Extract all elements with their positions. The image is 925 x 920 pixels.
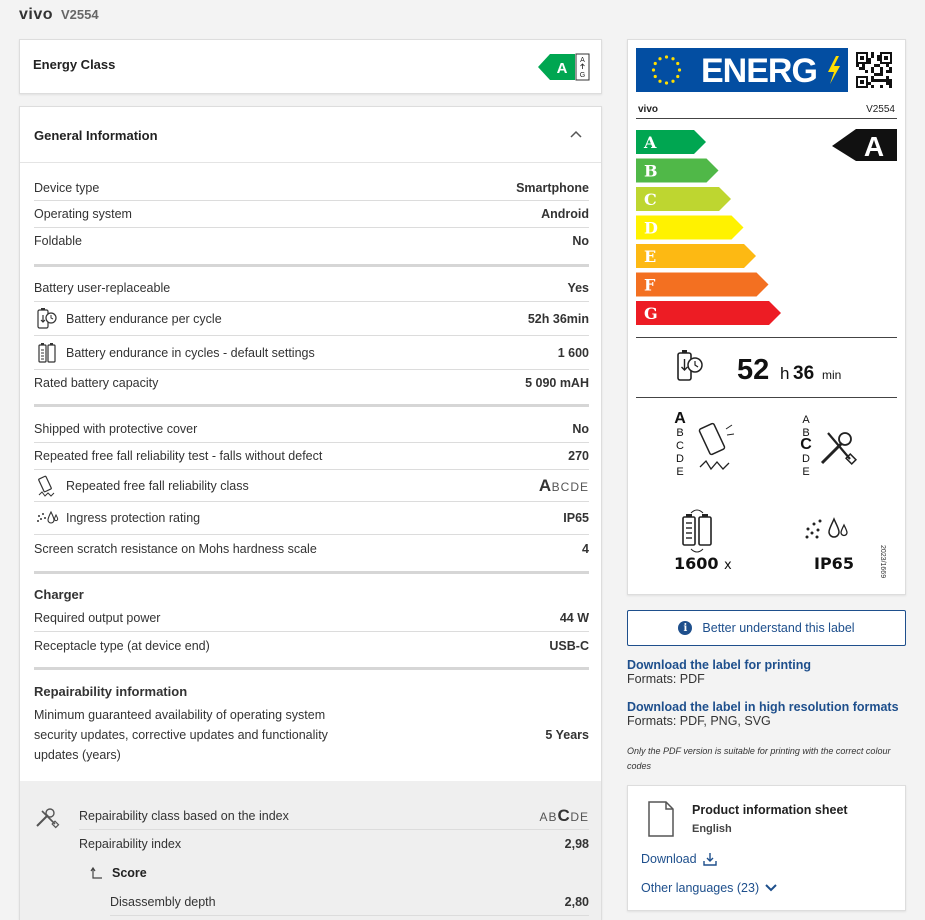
spec-value: 5 Years: [545, 728, 589, 742]
spec-label: Foldable: [34, 234, 82, 248]
spec-row: [34, 415, 589, 443]
fall-class-value: ABCDE: [538, 475, 589, 495]
energy-class-badge: [538, 53, 590, 81]
energy-class-letter: A: [644, 133, 657, 152]
scale-letter: B: [802, 427, 810, 439]
general-information-title: General Information: [34, 128, 158, 143]
energy-class-arrow-g: [636, 301, 781, 325]
svg-text:min: min: [822, 368, 842, 382]
better-understand-button[interactable]: [627, 610, 906, 646]
spec-label: Repairability class based on the index: [79, 809, 289, 823]
energ-text: ENERG: [701, 52, 817, 90]
scale-letter: A: [802, 414, 810, 426]
spec-row: [110, 888, 589, 916]
energy-class-title: Energy Class: [33, 57, 116, 72]
other-languages-dropdown[interactable]: Other languages (23): [641, 881, 777, 895]
spec-value: 44 W: [559, 611, 589, 625]
energy-class-letter: G: [644, 304, 658, 323]
selected-class-letter: A: [863, 131, 885, 162]
dust-water-icon: [806, 519, 848, 539]
fall-reliability-scale: [674, 410, 686, 478]
section-divider: [34, 404, 589, 407]
spec-label: Operating system: [34, 207, 132, 221]
better-understand-label: Better understand this label: [702, 621, 855, 635]
spec-label: Battery endurance per cycle: [66, 311, 222, 326]
spec-row: [34, 302, 589, 336]
falling-phone-icon: [34, 473, 60, 499]
svg-text:A: A: [580, 57, 585, 64]
energy-class-letter: C: [644, 190, 657, 209]
charger-title: Charger: [34, 587, 84, 602]
section-divider: [34, 264, 589, 267]
spec-value: USB-C: [549, 638, 589, 653]
energy-scale: [636, 129, 897, 327]
repairability-title: Repairability information: [34, 684, 188, 699]
score-heading: [90, 865, 147, 881]
spec-label: Ingress protection rating: [66, 511, 201, 525]
scale-letter: E: [676, 466, 684, 478]
pdf-note: Only the PDF version is suitable for printing with the correct colour codes: [627, 746, 891, 771]
spec-value: 270: [568, 449, 589, 463]
svg-text:h: h: [780, 364, 790, 383]
spec-label: Disassembly depth: [110, 894, 216, 909]
energy-class-letter: A: [556, 60, 568, 77]
download-highres-formats: Formats: PDF, PNG, SVG: [627, 714, 771, 728]
download-highres-link[interactable]: Download the label in high resolution formats: [627, 700, 899, 714]
spec-value: Android: [541, 207, 589, 221]
battery-endurance-block: [636, 338, 897, 396]
model-name: V2554: [61, 7, 99, 22]
spec-row: [34, 201, 589, 228]
spec-label: Battery endurance in cycles - default settings: [66, 345, 315, 360]
energy-class-letter: E: [644, 247, 657, 266]
battery-cycles-icon: [34, 340, 60, 366]
energy-class-card: [19, 39, 602, 94]
tools-icon: [822, 433, 856, 464]
info-sheet-language: English: [692, 823, 732, 835]
label-model: V2554: [866, 104, 895, 115]
repairability-index-section: [20, 781, 601, 920]
tools-icon: [34, 807, 60, 829]
spec-row: [34, 605, 589, 632]
chevron-up-icon[interactable]: [569, 127, 583, 141]
spec-row: [34, 175, 589, 201]
chevron-down-icon: [765, 883, 777, 893]
endurance-minutes: 36: [793, 363, 815, 384]
spec-value: IP65: [563, 511, 589, 525]
spec-row: [34, 502, 589, 535]
spec-label: Minimum guaranteed availability of operating system security updates, corrective updates and functionality updates (years): [34, 708, 328, 762]
spec-label: Repeated free fall reliability test - falls without defect: [34, 449, 323, 463]
label-icons-grid: [636, 403, 897, 583]
spec-value: No: [572, 234, 589, 248]
spec-row: [34, 228, 589, 254]
spec-row: [79, 803, 589, 830]
info-sheet-title: Product information sheet: [692, 803, 848, 817]
scale-letter: E: [802, 466, 810, 478]
endurance-hours: 52: [737, 354, 770, 386]
spec-value: 52h 36min: [527, 311, 589, 326]
spec-label: Screen scratch resistance on Mohs hardness scale: [34, 541, 317, 556]
spec-value: Yes: [567, 281, 589, 295]
spec-label: Required output power: [34, 611, 161, 625]
download-icon: [703, 852, 717, 866]
product-information-sheet-card: [627, 785, 906, 911]
download-label-highres: [627, 700, 899, 728]
falling-phone-icon: [699, 423, 734, 469]
page-header: [19, 6, 99, 26]
dust-water-icon: [34, 505, 60, 531]
spec-label: Receptacle type (at device end): [34, 638, 210, 653]
cycles-value: 1600: [674, 554, 719, 573]
repairability-scale: [800, 414, 812, 478]
ip-rating: IP65: [814, 554, 854, 573]
general-information-card: [19, 106, 602, 920]
download-printing-formats: Formats: PDF: [627, 672, 705, 686]
qr-code-icon: [854, 50, 894, 90]
spec-row: [79, 830, 589, 857]
info-sheet-download-link[interactable]: Download: [641, 852, 717, 866]
download-printing-link[interactable]: Download the label for printing: [627, 658, 812, 672]
regulation-number: 2023/1669: [879, 545, 886, 579]
spec-label: Device type: [34, 180, 100, 195]
energy-class-arrow-f: [636, 273, 769, 297]
scale-letter: C: [800, 436, 812, 453]
spec-row: [34, 443, 589, 470]
spec-row: [34, 336, 589, 370]
spec-label: Battery user-replaceable: [34, 281, 171, 295]
repair-class-value: ABCDE: [539, 806, 589, 825]
battery-cycles-icon: [683, 510, 711, 552]
spec-label: Rated battery capacity: [34, 376, 159, 390]
spec-row: [34, 370, 589, 396]
eu-energy-header: [636, 48, 897, 92]
energy-class-letter: F: [644, 275, 656, 295]
spec-label: Repairability index: [79, 836, 182, 851]
spec-value: 1 600: [557, 345, 589, 360]
energy-label-image: [627, 39, 906, 595]
scale-letter: D: [802, 453, 810, 465]
brand-name: vivo: [19, 6, 54, 23]
spec-row: [34, 632, 589, 659]
spec-value: 5 090 mAH: [525, 376, 589, 390]
info-icon: i: [678, 621, 692, 635]
energy-class-letter: B: [644, 161, 658, 181]
spec-label: Shipped with protective cover: [34, 421, 198, 436]
scale-letter: D: [676, 453, 684, 465]
spec-value: No: [572, 421, 589, 436]
spec-value: 4: [582, 541, 589, 556]
energy-class-letter: D: [644, 218, 658, 238]
scale-letter: A: [674, 410, 686, 427]
label-brand: vivo: [638, 104, 659, 115]
spec-label: Repeated free fall reliability class: [66, 478, 249, 493]
score-title: Score: [112, 866, 147, 880]
download-label-printing: [627, 658, 811, 686]
svg-text:G: G: [579, 72, 586, 79]
document-icon: [647, 801, 675, 837]
eu-flag-icon: [636, 48, 697, 92]
return-arrow-icon: [90, 865, 104, 881]
spec-row: [34, 275, 589, 302]
spec-row: [34, 470, 589, 502]
battery-clock-icon: [678, 350, 702, 380]
section-divider: [34, 667, 589, 670]
spec-value: 2,80: [564, 894, 589, 909]
svg-text:x: x: [724, 558, 732, 573]
spec-row: [34, 535, 589, 562]
general-information-header[interactable]: [20, 107, 601, 163]
section-divider: [34, 571, 589, 574]
scale-letter: B: [676, 427, 684, 439]
spec-value: Smartphone: [516, 180, 589, 195]
scale-letter: C: [676, 440, 684, 452]
spec-row: [34, 705, 589, 765]
battery-clock-icon: [34, 306, 60, 332]
spec-value: 2,98: [564, 836, 589, 851]
